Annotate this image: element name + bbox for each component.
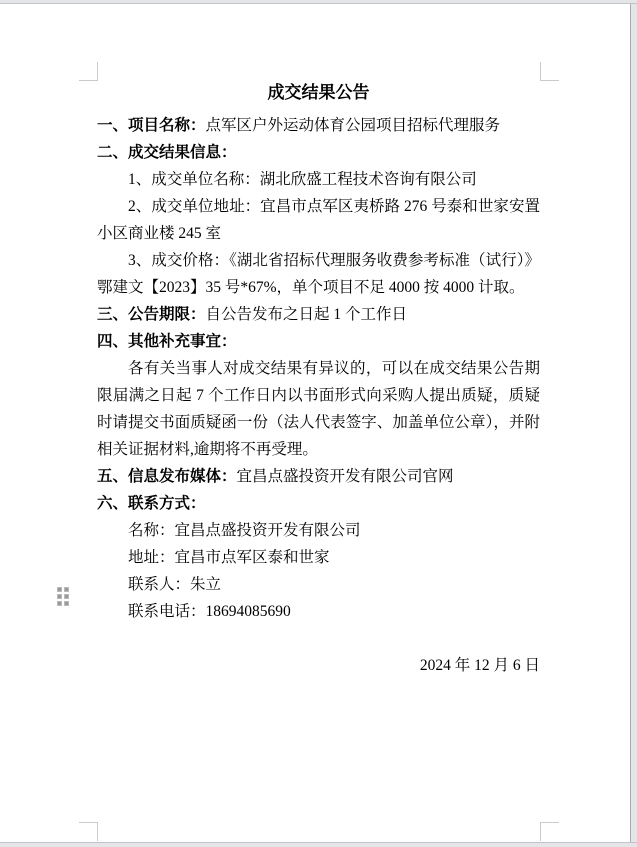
- winner-address-line: 2、成交单位地址：宜昌市点军区夷桥路 276 号泰和世家安置小区商业楼 245 室: [97, 198, 540, 242]
- window-bottom-edge: [0, 842, 637, 847]
- contact-address-line: 地址：宜昌市点军区泰和世家: [128, 549, 330, 566]
- doc-title: 成交结果公告: [267, 83, 370, 102]
- doc-date: 2024 年 12 月 6 日: [419, 657, 540, 674]
- contact-phone-line: 联系电话：18694085690: [128, 603, 291, 620]
- result-info-heading: [97, 139, 540, 166]
- winner-name-line: 1、成交单位名称：湖北欣盛工程技术咨询有限公司: [128, 171, 477, 188]
- project-name-line: [97, 112, 540, 139]
- publish-media-line: [97, 463, 540, 490]
- project-name-value: 点军区户外运动体育公园项目招标代理服务: [205, 117, 501, 134]
- paragraph-drag-handle-icon[interactable]: [58, 588, 68, 605]
- objection-paragraph: 各有关当事人对成交结果有异议的，可以在成交结果公告期限届满之日起 7 个工作日内以书面形式向采购人提出质疑，质疑时请提交书面质疑函一份（法人代表签字、加盖单位公章），并附相关证据材料,逾期将不再受理。: [97, 360, 540, 458]
- margin-corner-mark-bottom-right: [540, 822, 559, 841]
- margin-corner-mark-top-left: [79, 62, 98, 81]
- contact-label: 六、联系方式：: [97, 495, 206, 512]
- publish-media-value: 宜昌点盛投资开发有限公司官网: [236, 468, 454, 485]
- margin-corner-mark-top-right: [540, 62, 559, 81]
- publish-media-label: 五、信息发布媒体：: [97, 468, 237, 485]
- contact-person-line: 联系人：朱立: [128, 576, 222, 593]
- margin-corner-mark-bottom-left: [79, 822, 98, 841]
- announcement-period-label: 三、公告期限：: [97, 306, 206, 323]
- winner-price-line: 3、成交价格：《湖北省招标代理服务收费参考标准（试行）》鄂建文【2023】35 号*67%，单个项目不足 4000 按 4000 计取。: [97, 252, 540, 296]
- contact-heading: [97, 490, 540, 517]
- other-matters-label: 四、其他补充事宜：: [97, 333, 237, 350]
- announcement-period-line: [97, 301, 540, 328]
- window-top-edge: [0, 0, 637, 4]
- other-matters-heading: [97, 328, 540, 355]
- announcement-period-value: 自公告发布之日起 1 个工作日: [205, 306, 408, 323]
- document-page: [97, 79, 540, 679]
- scrollbar-track[interactable]: [630, 4, 637, 842]
- project-name-label: 一、项目名称：: [97, 117, 206, 134]
- contact-name-line: 名称：宜昌点盛投资开发有限公司: [128, 522, 361, 539]
- result-info-label: 二、成交结果信息：: [97, 144, 237, 161]
